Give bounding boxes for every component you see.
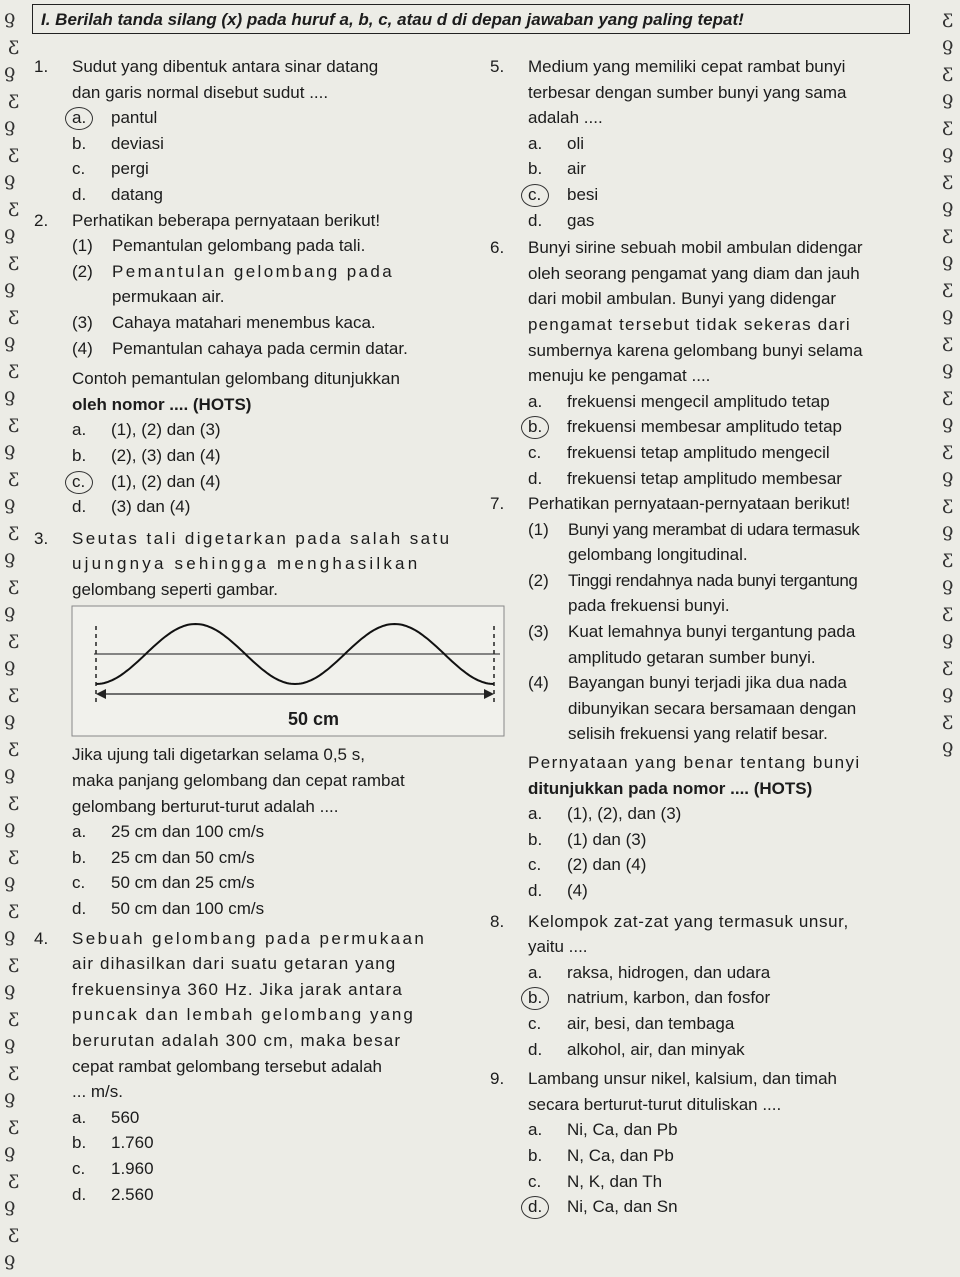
spiral-ring-icon: ƍ <box>4 546 16 568</box>
option-a[interactable] <box>490 131 946 157</box>
option-text: datang <box>111 184 163 204</box>
spiral-ring-icon: ƹ <box>942 330 953 352</box>
spiral-ring-icon: ƍ <box>4 654 16 676</box>
statement-continuation <box>34 284 478 310</box>
option-b[interactable] <box>490 156 946 182</box>
option-text: gas <box>567 210 595 230</box>
question-number: 9. <box>490 1069 505 1089</box>
option-d[interactable] <box>490 1037 946 1063</box>
option-d[interactable] <box>34 494 478 520</box>
option-c[interactable] <box>34 156 478 182</box>
statement-number: (4) <box>528 673 549 693</box>
option-text: deviasi <box>111 133 164 153</box>
option-a[interactable] <box>490 1117 946 1143</box>
spiral-ring-icon: ƍ <box>942 303 954 325</box>
spiral-ring-icon: ƍ <box>942 573 954 595</box>
spiral-ring-icon: ƹ <box>942 546 953 568</box>
option-text: frekuensi tetap amplitudo membesar <box>567 468 842 488</box>
question-7 <box>490 491 946 517</box>
spiral-ring-icon: ƹ <box>8 681 19 703</box>
option-a[interactable] <box>34 417 478 443</box>
option-letter: a. <box>72 420 87 440</box>
option-letter: b. <box>72 1133 87 1153</box>
spiral-ring-icon: ƍ <box>4 114 16 136</box>
option-text: (2) dan (4) <box>567 855 647 875</box>
question-text-line: pengamat tersebut tidak sekeras dari <box>528 314 851 334</box>
option-d[interactable] <box>34 1182 478 1208</box>
option-letter: b. <box>528 1145 543 1165</box>
spiral-ring-icon: ƍ <box>942 735 954 757</box>
question-text-line: frekuensinya 360 Hz. Jika jarak antara <box>72 979 403 999</box>
question-text-line: cepat rambat gelombang tersebut adalah <box>72 1056 382 1076</box>
option-letter-circled: a. <box>72 105 111 131</box>
option-text: natrium, karbon, dan fosfor <box>567 988 771 1008</box>
question-intro: Perhatikan beberapa pernyataan berikut! <box>72 210 381 230</box>
option-a[interactable] <box>490 389 946 415</box>
option-c[interactable] <box>490 440 946 466</box>
statement-continuation <box>490 542 946 568</box>
question-number: 1. <box>34 57 49 76</box>
spiral-ring-icon: ƍ <box>4 384 16 406</box>
option-text: besi <box>567 184 599 204</box>
spiral-ring-icon: ƹ <box>8 1005 19 1027</box>
spiral-ring-icon: ƹ <box>8 87 19 109</box>
statement <box>34 310 478 336</box>
option-text: alkohol, air, dan minyak <box>567 1039 745 1059</box>
spiral-ring-icon: ƍ <box>942 195 954 217</box>
spiral-ring-icon: ƍ <box>4 1086 16 1108</box>
option-text: frekuensi membesar amplitudo tetap <box>567 417 842 437</box>
spiral-ring-icon: ƹ <box>942 600 953 622</box>
spiral-ring-icon: ƍ <box>4 330 16 352</box>
option-letter-circled: c. <box>528 182 567 208</box>
option-c[interactable] <box>490 852 946 878</box>
spiral-ring-icon: ƍ <box>4 816 16 838</box>
question-text-line: dari mobil ambulan. Bunyi yang didengar <box>528 289 837 309</box>
option-letter: d. <box>72 497 87 517</box>
spiral-ring-icon: ƹ <box>8 195 19 217</box>
question-9 <box>490 1066 946 1117</box>
statement-number: (2) <box>528 570 549 590</box>
option-letter: b. <box>72 133 87 153</box>
statement-number: (1) <box>72 236 93 256</box>
spiral-ring-icon: ƍ <box>942 519 954 541</box>
option-b[interactable] <box>34 1130 478 1156</box>
statement-number: (2) <box>72 261 93 281</box>
option-letter: a. <box>528 133 543 153</box>
option-text: oli <box>567 133 585 153</box>
question-number: 2. <box>34 210 49 230</box>
spiral-ring-icon: ƹ <box>942 492 953 514</box>
spiral-ring-icon: ƹ <box>8 627 19 649</box>
option-letter: d. <box>72 184 87 204</box>
option-a[interactable] <box>34 1105 478 1131</box>
option-a[interactable] <box>34 819 478 845</box>
statement-continuation <box>490 593 946 619</box>
option-text: frekuensi mengecil amplitudo tetap <box>567 391 830 411</box>
spiral-ring-icon: ƹ <box>942 114 953 136</box>
option-c[interactable] <box>490 1169 946 1195</box>
question-text-line: oleh nomor .... (HOTS) <box>72 394 252 414</box>
option-text: pergi <box>111 159 149 179</box>
option-text: (3) dan (4) <box>111 497 191 517</box>
question-text-line: Medium yang memiliki cepat rambat bunyi <box>528 57 846 76</box>
option-text: (1), (2) dan (4) <box>111 471 221 491</box>
option-a[interactable] <box>34 105 478 131</box>
question-7-prompt <box>490 750 946 801</box>
spiral-ring-icon: ƍ <box>4 708 16 730</box>
option-b[interactable] <box>490 827 946 853</box>
option-letter: c. <box>72 1158 86 1178</box>
spiral-ring-icon: ƹ <box>8 141 19 163</box>
spiral-ring-icon: ƍ <box>942 681 954 703</box>
option-letter: d. <box>528 210 543 230</box>
option-text: 1.760 <box>111 1133 154 1153</box>
spiral-ring-icon: ƍ <box>4 924 16 946</box>
statement-text: Bunyi yang merambat di udara termasuk <box>568 519 860 539</box>
spiral-ring-icon: ƍ <box>942 141 954 163</box>
option-b[interactable] <box>34 131 478 157</box>
question-text-line: Bunyi sirine sebuah mobil ambulan didengar <box>528 238 863 258</box>
option-text: 1.960 <box>111 1158 154 1178</box>
statement <box>34 233 478 259</box>
spiral-ring-icon: ƍ <box>942 357 954 379</box>
statement-continuation <box>490 696 946 722</box>
statement-continuation <box>490 721 946 747</box>
question-number: 4. <box>34 928 49 948</box>
option-text: frekuensi tetap amplitudo mengecil <box>567 442 830 462</box>
wave-figure <box>70 604 506 738</box>
question-6 <box>490 235 946 389</box>
question-text-line: Kelompok zat-zat yang termasuk unsur, <box>528 911 849 931</box>
option-d[interactable] <box>490 1194 946 1220</box>
option-text: 25 cm dan 100 cm/s <box>111 822 265 842</box>
spiral-ring-icon: ƹ <box>8 843 19 865</box>
option-letter: a. <box>528 1120 543 1140</box>
spiral-ring-icon: ƍ <box>4 276 16 298</box>
option-letter: d. <box>528 468 543 488</box>
statement-text: dibunyikan secara bersamaan dengan <box>568 698 857 718</box>
option-c[interactable] <box>34 469 478 495</box>
spiral-ring-icon: ƍ <box>4 60 16 82</box>
statement-text: Tinggi rendahnya nada bunyi tergantung <box>568 570 858 590</box>
spiral-ring-icon: ƍ <box>942 33 954 55</box>
option-text: N, K, dan Th <box>567 1171 663 1191</box>
spiral-ring-icon: ƹ <box>8 1113 19 1135</box>
spiral-ring-icon: ƹ <box>942 276 953 298</box>
notebook-spiral-left <box>0 0 26 1277</box>
question-text-line: Jika ujung tali digetarkan selama 0,5 s, <box>72 745 365 765</box>
question-number: 6. <box>490 238 505 258</box>
statement-text: pada frekuensi bunyi. <box>568 596 730 616</box>
question-text-line: maka panjang gelombang dan cepat rambat <box>72 771 405 791</box>
option-c[interactable] <box>490 1011 946 1037</box>
option-text: 2.560 <box>111 1184 154 1204</box>
option-d[interactable] <box>490 208 946 234</box>
option-letter: c. <box>72 873 86 893</box>
statement <box>490 568 946 594</box>
spiral-ring-icon: ƍ <box>942 249 954 271</box>
option-text: pantul <box>111 108 158 128</box>
spiral-ring-icon: ƍ <box>942 87 954 109</box>
question-text-line: Seutas tali digetarkan pada salah satu <box>72 528 452 548</box>
question-number: 3. <box>34 528 49 548</box>
question-intro: Perhatikan pernyataan-pernyataan berikut! <box>528 494 851 514</box>
spiral-ring-icon: ƍ <box>4 600 16 622</box>
question-8 <box>490 909 946 960</box>
option-c[interactable] <box>34 870 478 896</box>
spiral-ring-icon: ƍ <box>4 978 16 1000</box>
statement <box>34 336 478 362</box>
question-3-prompt <box>34 742 478 819</box>
option-letter: d. <box>528 1039 543 1059</box>
option-text: 50 cm dan 100 cm/s <box>111 899 265 919</box>
option-text: air <box>567 159 586 179</box>
question-text-line: Sudut yang dibentuk antara sinar datang <box>72 57 379 76</box>
question-2 <box>34 208 478 234</box>
left-column <box>34 54 478 1207</box>
question-5 <box>490 54 946 131</box>
statement-text: gelombang longitudinal. <box>568 545 748 565</box>
spiral-ring-icon: ƹ <box>942 222 953 244</box>
spiral-ring-icon: ƍ <box>4 6 16 28</box>
statement <box>490 670 946 696</box>
option-d[interactable] <box>34 896 478 922</box>
option-text: Ni, Ca, dan Pb <box>567 1120 678 1140</box>
figure-length-label: 50 cm <box>288 709 340 730</box>
spiral-ring-icon: ƹ <box>942 708 953 730</box>
spiral-ring-icon: ƍ <box>4 1248 16 1270</box>
question-text-line: menuju ke pengamat .... <box>528 366 711 386</box>
statement-text: amplitudo getaran sumber bunyi. <box>568 647 816 667</box>
spiral-ring-icon: ƍ <box>4 870 16 892</box>
spiral-ring-icon: ƹ <box>942 654 953 676</box>
spiral-ring-icon: ƹ <box>8 897 19 919</box>
statement-text: Bayangan bunyi terjadi jika dua nada <box>568 673 847 693</box>
spiral-ring-icon: ƍ <box>4 222 16 244</box>
question-text-line: ditunjukkan pada nomor .... (HOTS) <box>528 778 813 798</box>
option-text: (2), (3) dan (4) <box>111 445 221 465</box>
question-text-line: terbesar dengan sumber bunyi yang sama <box>528 82 847 102</box>
statement <box>490 619 946 645</box>
question-text-line: ujungnya sehingga menghasilkan <box>72 554 421 574</box>
question-number: 7. <box>490 494 505 514</box>
option-text: air, besi, dan tembaga <box>567 1013 735 1033</box>
spiral-ring-icon: ƹ <box>942 60 953 82</box>
question-text-line: berurutan adalah 300 cm, maka besar <box>72 1031 402 1050</box>
option-letter: a. <box>528 962 543 982</box>
option-letter: d. <box>72 899 87 919</box>
spiral-ring-icon: ƹ <box>8 789 19 811</box>
question-text-line: dan garis normal disebut sudut .... <box>72 82 329 102</box>
option-letter: a. <box>528 391 543 411</box>
spiral-ring-icon: ƹ <box>8 573 19 595</box>
option-text: 560 <box>111 1107 140 1127</box>
option-letter-circled: c. <box>72 469 111 495</box>
option-text: (1), (2) dan (3) <box>111 420 221 440</box>
question-text-line: Sebuah gelombang pada permukaan <box>72 928 427 948</box>
option-a[interactable] <box>490 960 946 986</box>
spiral-ring-icon: ƍ <box>4 762 16 784</box>
question-number: 5. <box>490 57 505 76</box>
question-text-line: Lambang unsur nikel, kalsium, dan timah <box>528 1069 837 1089</box>
statement-text: Cahaya matahari menembus kaca. <box>112 312 376 332</box>
question-text-line: puncak dan lembah gelombang yang <box>72 1005 415 1025</box>
statement-text: permukaan air. <box>112 287 225 307</box>
spiral-ring-icon: ƹ <box>8 33 19 55</box>
option-c[interactable] <box>490 182 946 208</box>
spiral-ring-icon: ƍ <box>942 465 954 487</box>
option-text: Ni, Ca, dan Sn <box>567 1197 678 1217</box>
option-b[interactable] <box>34 845 478 871</box>
spiral-ring-icon: ƹ <box>8 249 19 271</box>
option-letter: c. <box>528 855 542 875</box>
option-letter: c. <box>528 442 542 462</box>
question-4 <box>34 926 478 1105</box>
spiral-ring-icon: ƹ <box>8 411 19 433</box>
option-text: (1) dan (3) <box>567 829 647 849</box>
spiral-ring-icon: ƹ <box>8 1221 19 1243</box>
option-letter: c. <box>528 1171 542 1191</box>
question-text-line: gelombang berturut-turut adalah .... <box>72 796 339 816</box>
spiral-ring-icon: ƹ <box>942 384 953 406</box>
section-instruction: I. Berilah tanda silang (x) pada huruf a, b, c, atau d di depan jawaban yang paling tepat! <box>32 4 910 34</box>
option-c[interactable] <box>34 1156 478 1182</box>
question-2-prompt <box>34 366 478 417</box>
option-letter-circled: d. <box>528 1194 567 1220</box>
statement-number: (1) <box>528 519 549 539</box>
spiral-ring-icon: ƍ <box>4 168 16 190</box>
question-text-line: yaitu .... <box>528 937 588 957</box>
question-text-line: oleh seorang pengamat yang diam dan jauh <box>528 263 860 283</box>
statement-text: Pemantulan cahaya pada cermin datar. <box>112 338 408 358</box>
statement <box>490 517 946 543</box>
option-letter: a. <box>528 804 543 824</box>
option-letter: b. <box>72 847 87 867</box>
option-text: (1), (2), dan (3) <box>567 804 682 824</box>
statement-number: (3) <box>528 622 549 642</box>
question-text-line: adalah .... <box>528 108 603 128</box>
option-letter: d. <box>72 1184 87 1204</box>
spiral-ring-icon: ƍ <box>4 1194 16 1216</box>
spiral-ring-icon: ƍ <box>942 627 954 649</box>
right-column <box>490 54 946 1220</box>
spiral-ring-icon: ƍ <box>4 1140 16 1162</box>
spiral-ring-icon: ƹ <box>8 303 19 325</box>
spiral-ring-icon: ƹ <box>942 6 953 28</box>
question-text-line: air dihasilkan dari suatu getaran yang <box>72 954 397 974</box>
question-3 <box>34 526 478 603</box>
statement-text: Pemantulan gelombang pada <box>112 261 395 281</box>
question-text-line: Contoh pemantulan gelombang ditunjukkan <box>72 369 400 389</box>
option-letter: d. <box>528 881 543 900</box>
statement-number: (4) <box>72 338 93 358</box>
spiral-ring-icon: ƹ <box>8 1167 19 1189</box>
statement-text: Pemantulan gelombang pada tali. <box>112 236 366 256</box>
option-letter: b. <box>528 829 543 849</box>
statement-text: Kuat lemahnya bunyi tergantung pada <box>568 622 856 642</box>
question-text-line: sumbernya karena gelombang bunyi selama <box>528 340 863 360</box>
option-letter: c. <box>72 159 86 179</box>
question-text-line: secara berturut-turut dituliskan .... <box>528 1094 782 1114</box>
spiral-ring-icon: ƹ <box>8 465 19 487</box>
option-b[interactable] <box>34 443 478 469</box>
option-letter: a. <box>72 822 87 842</box>
spiral-ring-icon: ƹ <box>8 357 19 379</box>
option-d[interactable] <box>490 466 946 492</box>
option-b[interactable] <box>490 414 946 440</box>
option-a[interactable] <box>490 801 946 827</box>
option-d[interactable] <box>34 182 478 208</box>
question-number: 8. <box>490 911 505 931</box>
spiral-ring-icon: ƍ <box>4 1032 16 1054</box>
option-b[interactable] <box>490 1143 946 1169</box>
statement-continuation <box>490 645 946 671</box>
option-text: raksa, hidrogen, dan udara <box>567 962 771 982</box>
statement-text: selisih frekuensi yang relatif besar. <box>568 724 828 744</box>
statement-number: (3) <box>72 312 93 332</box>
spiral-ring-icon: ƍ <box>4 438 16 460</box>
question-text-line: Pernyataan yang benar tentang bunyi <box>528 753 861 773</box>
option-b[interactable] <box>490 985 946 1011</box>
spiral-ring-icon: ƍ <box>4 492 16 514</box>
option-d[interactable] <box>490 878 946 904</box>
spiral-ring-icon: ƹ <box>8 519 19 541</box>
statement <box>34 259 478 285</box>
option-text: 50 cm dan 25 cm/s <box>111 873 255 893</box>
question-text-line: ... m/s. <box>72 1082 123 1102</box>
spiral-ring-icon: ƹ <box>942 438 953 460</box>
option-letter: b. <box>72 445 87 465</box>
spiral-ring-icon: ƹ <box>8 735 19 757</box>
option-letter: c. <box>528 1013 542 1033</box>
spiral-ring-icon: ƹ <box>942 168 953 190</box>
option-text: 25 cm dan 50 cm/s <box>111 847 255 867</box>
option-letter: a. <box>72 1107 87 1127</box>
option-text: (4) <box>567 881 588 900</box>
spiral-ring-icon: ƍ <box>942 411 954 433</box>
option-letter-circled: b. <box>528 414 567 440</box>
option-letter: b. <box>528 159 543 179</box>
option-letter-circled: b. <box>528 985 567 1011</box>
question-1 <box>34 54 478 105</box>
spiral-ring-icon: ƹ <box>8 1059 19 1081</box>
option-text: N, Ca, dan Pb <box>567 1145 674 1165</box>
spiral-ring-icon: ƹ <box>8 951 19 973</box>
question-text-line: gelombang seperti gambar. <box>72 579 279 599</box>
